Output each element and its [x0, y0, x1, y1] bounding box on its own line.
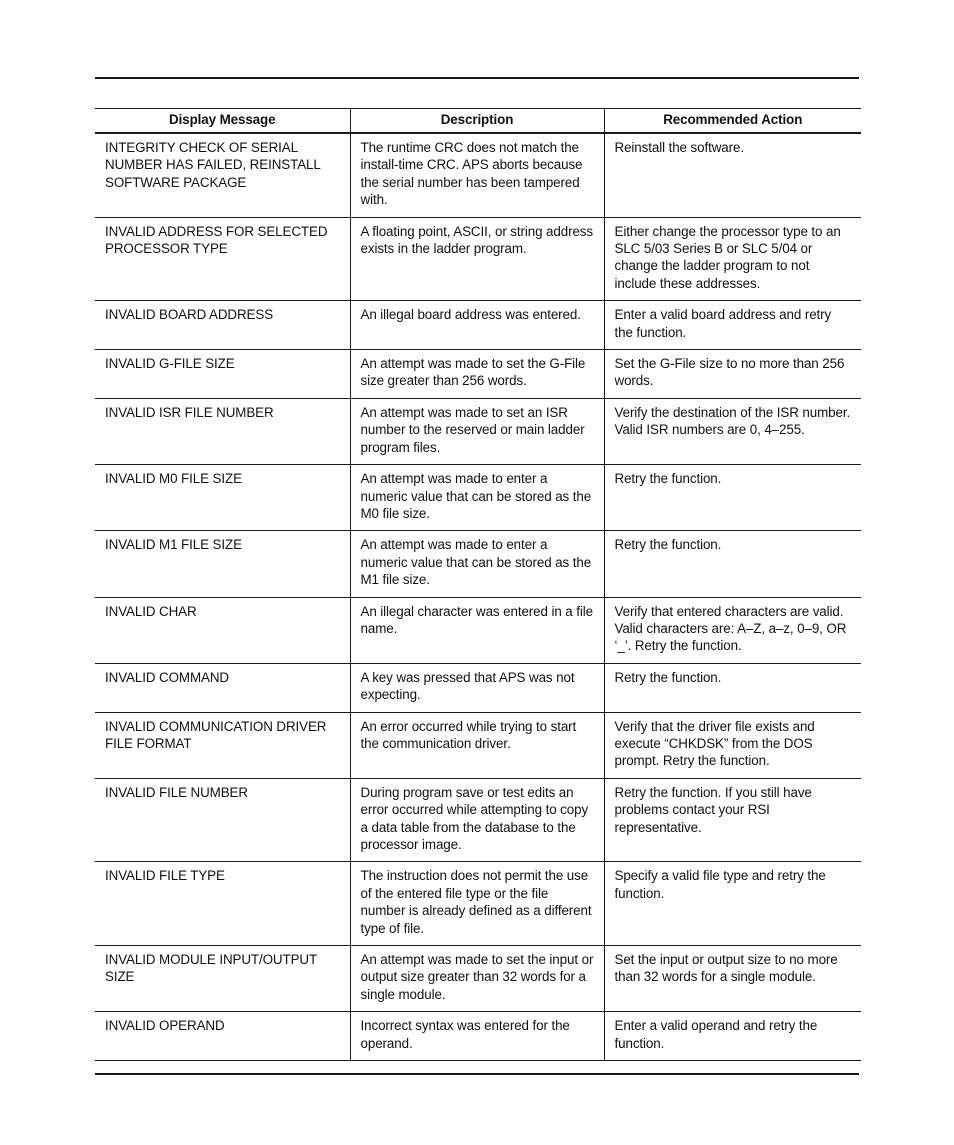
description-cell: Incorrect syntax was entered for the operand.	[350, 1012, 604, 1061]
description-cell: An attempt was made to enter a numeric value that can be stored as the M0 file size.	[350, 465, 604, 531]
recommended-action-cell: Enter a valid operand and retry the function.	[604, 1012, 861, 1061]
description-cell: An error occurred while trying to start the communication driver.	[350, 712, 604, 778]
header-row	[95, 109, 861, 134]
table-body	[95, 133, 861, 1061]
display-message-cell: INVALID ISR FILE NUMBER	[95, 398, 350, 464]
display-message-cell: INVALID COMMAND	[95, 663, 350, 712]
description-cell: An attempt was made to set the input or output size greater than 32 words for a single module.	[350, 946, 604, 1012]
header-display-message: Display Message	[95, 109, 350, 134]
description-cell: A key was pressed that APS was not expecting.	[350, 663, 604, 712]
recommended-action-cell: Verify that the driver file exists and execute “CHKDSK” from the DOS prompt. Retry the function.	[604, 712, 861, 778]
description-cell: An illegal board address was entered.	[350, 301, 604, 350]
display-message-cell: INVALID MODULE INPUT/OUTPUT SIZE	[95, 946, 350, 1012]
display-message-cell: INVALID M1 FILE SIZE	[95, 531, 350, 597]
description-cell: An attempt was made to set the G-File size greater than 256 words.	[350, 350, 604, 399]
table-row	[95, 712, 861, 778]
recommended-action-cell: Either change the processor type to an SLC 5/03 Series B or SLC 5/04 or change the ladder program to not include these addresses.	[604, 217, 861, 301]
display-message-cell: INVALID M0 FILE SIZE	[95, 465, 350, 531]
table-row	[95, 862, 861, 946]
display-message-cell: INVALID COMMUNICATION DRIVER FILE FORMAT	[95, 712, 350, 778]
display-message-cell: INVALID OPERAND	[95, 1012, 350, 1061]
header-recommended-action: Recommended Action	[604, 109, 861, 134]
recommended-action-cell: Verify the destination of the ISR number. Valid ISR numbers are 0, 4–255.	[604, 398, 861, 464]
table-row	[95, 597, 861, 663]
table-row	[95, 1012, 861, 1061]
table-row	[95, 398, 861, 464]
display-message-cell: INVALID CHAR	[95, 597, 350, 663]
table-row	[95, 663, 861, 712]
display-message-cell: INVALID FILE NUMBER	[95, 778, 350, 862]
description-cell: The runtime CRC does not match the install-time CRC. APS aborts because the serial number has been tampered with.	[350, 133, 604, 217]
display-message-cell: INVALID BOARD ADDRESS	[95, 301, 350, 350]
display-message-cell: INTEGRITY CHECK OF SERIAL NUMBER HAS FAILED, REINSTALL SOFTWARE PACKAGE	[95, 133, 350, 217]
table-row	[95, 350, 861, 399]
description-cell: An illegal character was entered in a file name.	[350, 597, 604, 663]
table-row	[95, 531, 861, 597]
description-cell: An attempt was made to enter a numeric value that can be stored as the M1 file size.	[350, 531, 604, 597]
display-message-cell: INVALID FILE TYPE	[95, 862, 350, 946]
recommended-action-cell: Specify a valid file type and retry the function.	[604, 862, 861, 946]
table-row	[95, 778, 861, 862]
recommended-action-cell: Verify that entered characters are valid. Valid characters are: A–Z, a–z, 0–9, OR ‘_’. Retry the function.	[604, 597, 861, 663]
top-rule	[95, 77, 859, 79]
recommended-action-cell: Set the input or output size to no more than 32 words for a single module.	[604, 946, 861, 1012]
table-row	[95, 133, 861, 217]
recommended-action-cell: Retry the function.	[604, 531, 861, 597]
display-message-table	[95, 108, 861, 1061]
table-row	[95, 465, 861, 531]
table-header	[95, 109, 861, 134]
recommended-action-cell: Retry the function.	[604, 465, 861, 531]
description-cell: During program save or test edits an error occurred while attempting to copy a data table from the database to the processor image.	[350, 778, 604, 862]
bottom-rule	[95, 1073, 859, 1075]
description-cell: The instruction does not permit the use of the entered file type or the file number is already defined as a different type of file.	[350, 862, 604, 946]
display-message-cell: INVALID ADDRESS FOR SELECTED PROCESSOR TYPE	[95, 217, 350, 301]
description-cell: An attempt was made to set an ISR number to the reserved or main ladder program files.	[350, 398, 604, 464]
recommended-action-cell: Retry the function. If you still have problems contact your RSI representative.	[604, 778, 861, 862]
recommended-action-cell: Reinstall the software.	[604, 133, 861, 217]
recommended-action-cell: Retry the function.	[604, 663, 861, 712]
recommended-action-cell: Enter a valid board address and retry the function.	[604, 301, 861, 350]
recommended-action-cell: Set the G-File size to no more than 256 words.	[604, 350, 861, 399]
table-row	[95, 217, 861, 301]
display-message-cell: INVALID G-FILE SIZE	[95, 350, 350, 399]
header-description: Description	[350, 109, 604, 134]
description-cell: A floating point, ASCII, or string address exists in the ladder program.	[350, 217, 604, 301]
table-row	[95, 946, 861, 1012]
table-row	[95, 301, 861, 350]
